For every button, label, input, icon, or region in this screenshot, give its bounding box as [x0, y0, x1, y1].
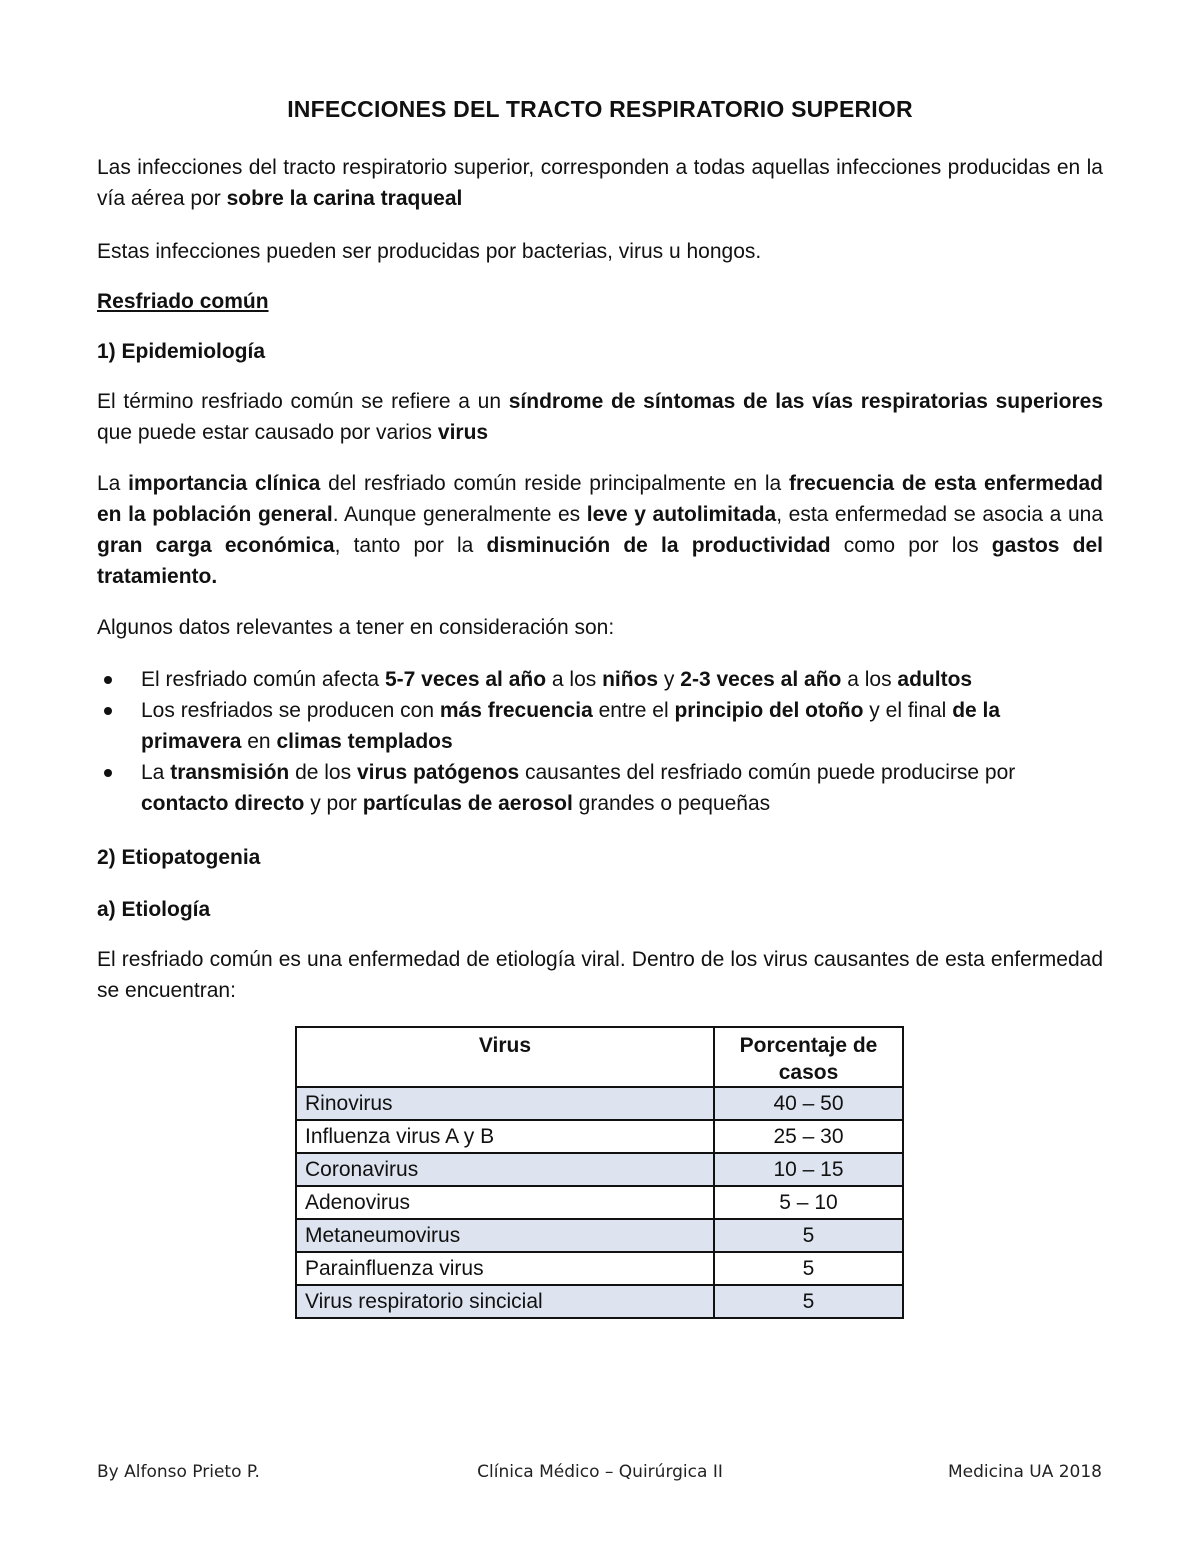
table-cell-virus: Rinovirus [296, 1087, 714, 1120]
table-cell-percentage: 5 [714, 1285, 903, 1318]
table-row [296, 1219, 903, 1252]
table-cell-percentage: 5 [714, 1219, 903, 1252]
footer-course: Clínica Médico – Quirúrgica II [477, 1462, 723, 1482]
heading-etiopathogeny: 2) Etiopatogenia [97, 846, 261, 869]
intro-paragraph: Las infecciones del tracto respiratorio superior, corresponden a todas aquellas infecciones producidas en la vía aérea por sobre la carina traqueal [97, 156, 1103, 210]
list-item: Los resfriados se producen con más frecuencia entre el principio del otoño y el final de la primavera en climas templados [97, 695, 1103, 757]
table-cell-virus: Coronavirus [296, 1153, 714, 1186]
heading-epidemiology: 1) Epidemiología [97, 340, 266, 363]
epidemiology-paragraph-3: Algunos datos relevantes a tener en consideración son: [97, 616, 615, 639]
table-cell-percentage: 10 – 15 [714, 1153, 903, 1186]
bullet-icon [104, 676, 112, 684]
table-header-row [296, 1027, 903, 1087]
etiology-paragraph: El resfriado común es una enfermedad de etiología viral. Dentro de los virus causantes de esta enfermedad se encuentran: [97, 948, 1103, 1002]
epidemiology-paragraph-1: El término resfriado común se refiere a un síndrome de síntomas de las vías respiratorias superiores que puede estar causado por varios virus [97, 390, 1103, 444]
table-row [296, 1153, 903, 1186]
list-item: La transmisión de los virus patógenos causantes del resfriado común puede producirse por contacto directo y por partículas de aerosol grandes o pequeñas [97, 757, 1103, 819]
table-cell-percentage: 5 – 10 [714, 1186, 903, 1219]
table-row [296, 1186, 903, 1219]
table-cell-virus: Parainfluenza virus [296, 1252, 714, 1285]
section-title: Resfriado común [97, 290, 269, 313]
document-title: INFECCIONES DEL TRACTO RESPIRATORIO SUPERIOR [287, 96, 913, 122]
table-cell-virus: Adenovirus [296, 1186, 714, 1219]
table-cell-percentage: 5 [714, 1252, 903, 1285]
heading-etiology: a) Etiología [97, 898, 211, 921]
footer-author: By Alfonso Prieto P. [97, 1462, 260, 1482]
table-cell-virus: Virus respiratorio sincicial [296, 1285, 714, 1318]
table-row [296, 1087, 903, 1120]
table-cell-virus: Metaneumovirus [296, 1219, 714, 1252]
table-cell-percentage: 40 – 50 [714, 1087, 903, 1120]
table-cell-percentage: 25 – 30 [714, 1120, 903, 1153]
virus-table [295, 1026, 904, 1319]
table-row [296, 1285, 903, 1318]
intro-paragraph-2: Estas infecciones pueden ser producidas por bacterias, virus u hongos. [97, 240, 762, 263]
bullet-icon [104, 707, 112, 715]
epidemiology-paragraph-2: La importancia clínica del resfriado común reside principalmente en la frecuencia de esta enfermedad en la población general. Aunque generalmente es leve y autolimitada, esta enfermedad se asocia a una gran carga económica, tanto por la disminución de la productividad como por los gastos del tratamiento. [97, 472, 1103, 588]
column-header-virus: Virus [296, 1027, 714, 1087]
table-row [296, 1252, 903, 1285]
column-header-percentage: Porcentaje de casos [714, 1027, 903, 1087]
footer-institution: Medicina UA 2018 [947, 1462, 1102, 1482]
epidemiology-bullet-list [97, 664, 1103, 819]
table-cell-virus: Influenza virus A y B [296, 1120, 714, 1153]
list-item: El resfriado común afecta 5-7 veces al año a los niños y 2-3 veces al año a los adultos [97, 664, 1103, 695]
bullet-icon [104, 769, 112, 777]
table-row [296, 1120, 903, 1153]
